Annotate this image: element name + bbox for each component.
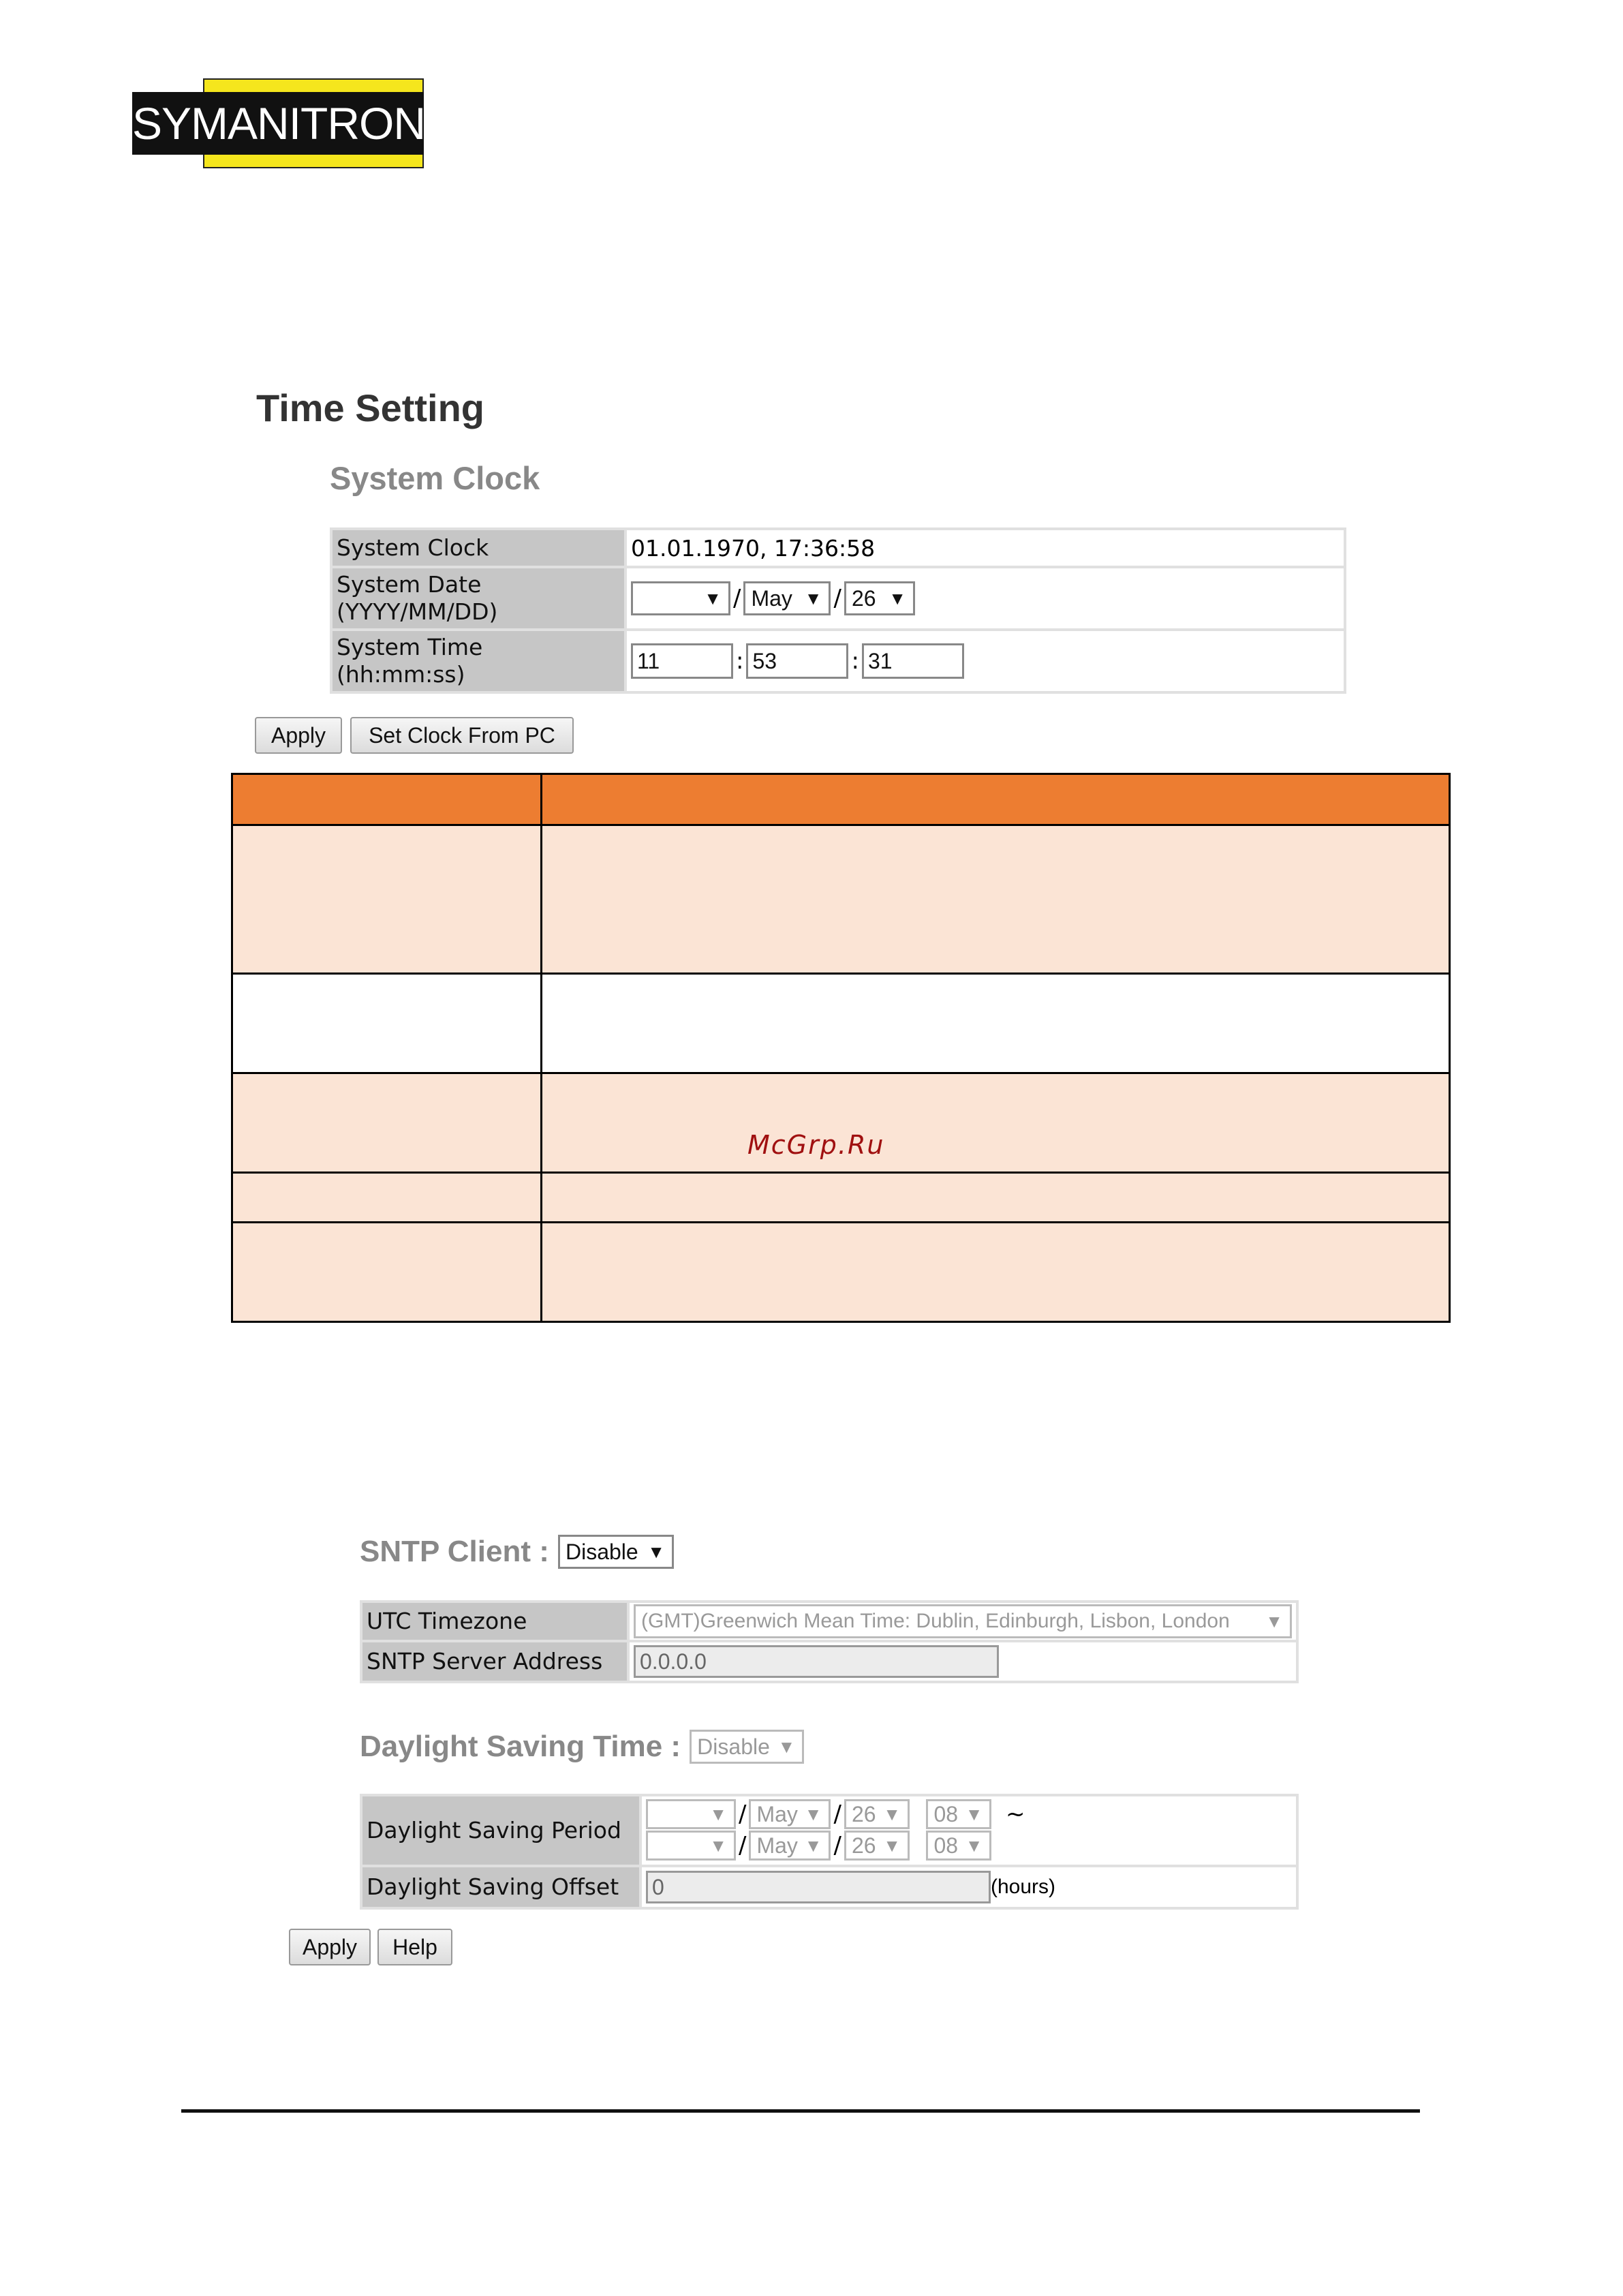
table-row [232, 1223, 1450, 1322]
table-cell [232, 1173, 542, 1223]
utc-timezone-cell [628, 1602, 1297, 1641]
table-cell [542, 1223, 1450, 1322]
dst-heading: Daylight Saving Time : [360, 1730, 681, 1763]
dst-table [360, 1794, 1299, 1910]
dst-apply-button[interactable]: Apply [289, 1929, 371, 1965]
dst-end-year-select[interactable] [646, 1831, 736, 1861]
chevron-down-icon: ▼ [704, 588, 722, 609]
apply-button[interactable]: Apply [255, 717, 342, 754]
sntp-mode-select[interactable]: Disable ▼ [558, 1535, 674, 1569]
dst-start-row: ▼ / May ▼ / 26 ▼ 08 ▼ ~ [646, 1799, 1292, 1831]
chevron-down-icon: ▼ [883, 1804, 901, 1824]
table-cell [542, 1073, 1450, 1173]
dst-heading-row [360, 1730, 804, 1772]
table-cell [232, 825, 542, 974]
table-cell [542, 1173, 1450, 1223]
sntp-table [360, 1600, 1299, 1683]
system-date-label: System Date (YYYY/MM/DD) [331, 567, 625, 630]
utc-timezone-label: UTC Timezone [361, 1602, 628, 1641]
range-tilde: ~ [1005, 1801, 1025, 1828]
sntp-server-cell [628, 1641, 1297, 1682]
table-row [232, 825, 1450, 974]
system-clock-value: 01.01.1970, 17:36:58 [625, 529, 1345, 567]
table-header-row [232, 774, 1450, 825]
table-cell [232, 1073, 542, 1173]
chevron-down-icon: ▼ [888, 588, 906, 609]
chevron-down-icon: ▼ [647, 1542, 665, 1562]
dst-offset-input[interactable]: 0 [646, 1871, 991, 1903]
utc-timezone-select[interactable]: (GMT)Greenwich Mean Time: Dublin, Edinburgh, Lisbon, London ▼ [634, 1604, 1292, 1638]
system-clock-table [330, 527, 1346, 694]
chevron-down-icon: ▼ [1265, 1611, 1283, 1632]
date-day-select[interactable]: 26 ▼ [844, 581, 915, 615]
page-title: Time Setting [256, 386, 485, 429]
dst-offset-label: Daylight Saving Offset [361, 1866, 640, 1908]
dst-period-label: Daylight Saving Period [361, 1795, 640, 1866]
sntp-client-heading: SNTP Client : [360, 1535, 549, 1568]
description-table [231, 773, 1451, 1323]
date-year-select[interactable] [631, 581, 730, 615]
table-cell [542, 825, 1450, 974]
chevron-down-icon: ▼ [804, 1835, 822, 1856]
set-clock-from-pc-button[interactable]: Set Clock From PC [350, 717, 574, 754]
watermark: McGrp.Ru [747, 1130, 885, 1160]
dst-end-row: ▼ / May ▼ / 26 ▼ 08 ▼ [646, 1831, 1292, 1862]
chevron-down-icon: ▼ [883, 1835, 901, 1856]
chevron-down-icon: ▼ [804, 1804, 822, 1824]
symanitron-logo [132, 78, 424, 168]
system-time-label: System Time (hh:mm:ss) [331, 630, 625, 692]
dst-period-cell [640, 1795, 1297, 1866]
dst-mode-select[interactable]: Disable ▼ [690, 1730, 804, 1764]
table-cell [232, 1223, 542, 1322]
dst-end-month-select[interactable]: May ▼ [749, 1831, 831, 1861]
help-button[interactable]: Help [377, 1929, 452, 1965]
dst-start-year-select[interactable] [646, 1799, 736, 1829]
table-cell [232, 974, 542, 1073]
table-row [232, 974, 1450, 1073]
logo-wordmark: SYMANITRON [132, 92, 424, 155]
header-cell [232, 774, 542, 825]
chevron-down-icon: ▼ [965, 1804, 983, 1824]
header-cell [542, 774, 1450, 825]
dst-start-month-select[interactable]: May ▼ [749, 1799, 831, 1829]
dst-offset-cell [640, 1866, 1297, 1908]
system-clock-label: System Clock [331, 529, 625, 567]
dst-start-day-select[interactable]: 26 ▼ [844, 1799, 910, 1829]
dst-end-day-select[interactable]: 26 ▼ [844, 1831, 910, 1861]
sntp-server-input[interactable]: 0.0.0.0 [634, 1645, 999, 1678]
dst-offset-unit: (hours) [991, 1876, 1056, 1898]
footer-divider [181, 2109, 1420, 2113]
time-minute-input[interactable]: 53 [746, 643, 848, 679]
table-row [232, 1173, 1450, 1223]
chevron-down-icon: ▼ [804, 588, 822, 609]
sntp-server-label: SNTP Server Address [361, 1641, 628, 1682]
table-cell [542, 974, 1450, 1073]
chevron-down-icon: ▼ [777, 1736, 796, 1757]
dst-start-hour-select[interactable]: 08 ▼ [926, 1799, 991, 1829]
system-time-fields: 11 : 53 : 31 [625, 630, 1345, 692]
system-clock-heading: System Clock [330, 460, 540, 496]
time-hour-input[interactable]: 11 [631, 643, 733, 679]
chevron-down-icon: ▼ [709, 1804, 727, 1824]
system-date-fields: ▼ / May ▼ / 26 ▼ [625, 567, 1345, 630]
sntp-client-heading-row [360, 1535, 674, 1577]
dst-end-hour-select[interactable]: 08 ▼ [926, 1831, 991, 1861]
chevron-down-icon: ▼ [965, 1835, 983, 1856]
time-second-input[interactable]: 31 [862, 643, 964, 679]
chevron-down-icon: ▼ [709, 1835, 727, 1856]
date-month-select[interactable]: May ▼ [743, 581, 831, 615]
